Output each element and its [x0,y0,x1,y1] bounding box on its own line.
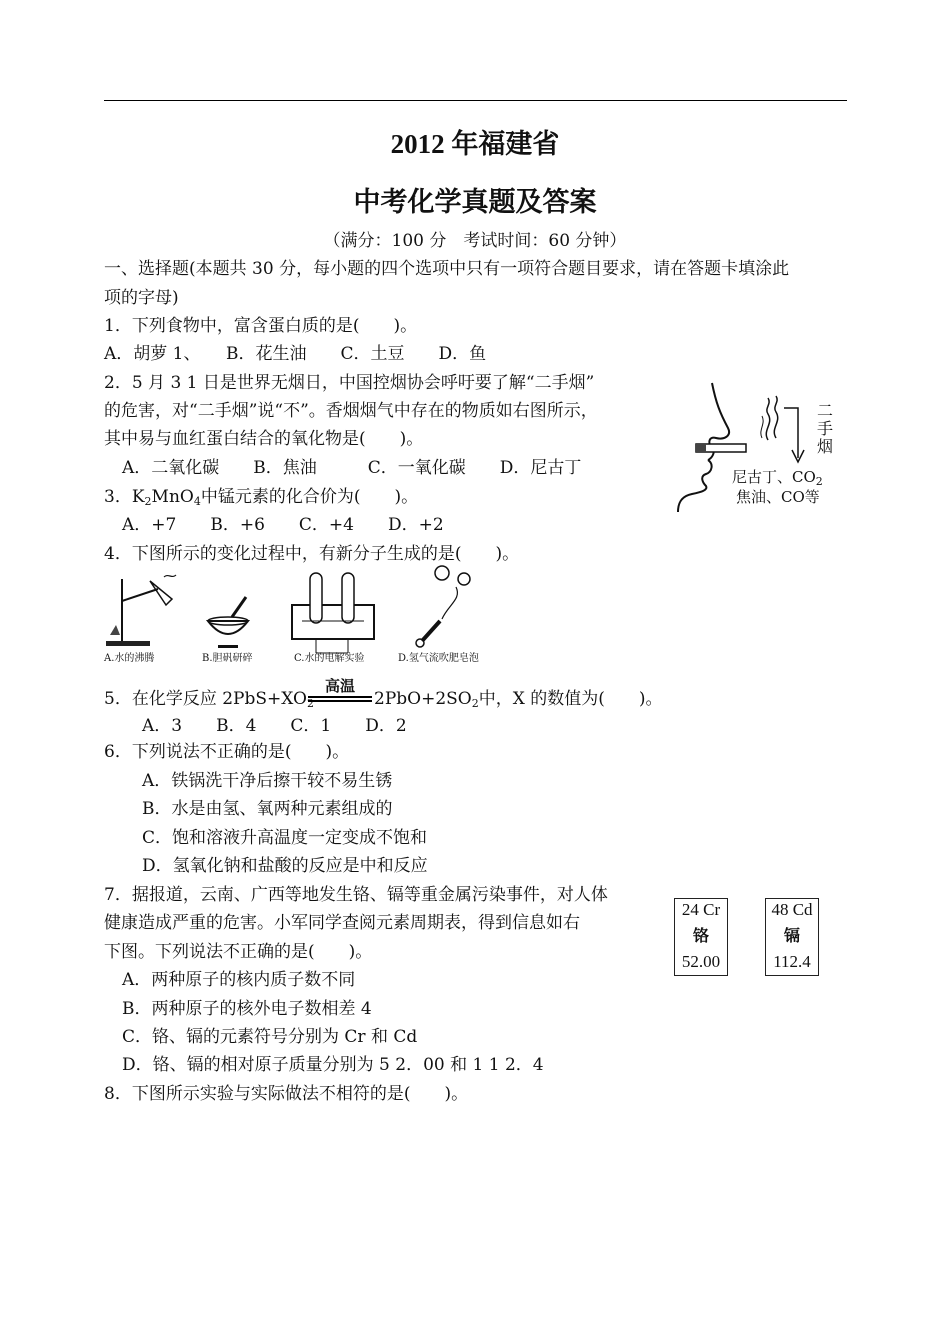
question-7-option-b: B．两种原子的核外电子数相差 4 [122,999,372,1019]
q4-label-b: B.胆矾研碎 [202,653,253,664]
element-card-chromium [674,898,728,976]
element-number-symbol: 24 Cr [681,900,721,919]
q3-sub2: 4 [193,495,201,508]
question-7-cont: 健康造成严重的危害。小军同学查阅元素周期表，得到信息如右 [104,913,580,933]
smoke-components-line2: 焦油、CO等 [736,488,820,506]
q4-label-c: C.水的电解实验 [294,653,365,664]
q5-part-c: 中，X 的数值为( )。 [478,689,663,709]
element-name: 镉 [783,926,800,945]
element-mass: 52.00 [681,952,721,971]
question-6-option-b: B．水是由氢、氧两种元素组成的 [142,799,393,819]
label-char-3: 烟 [817,437,834,456]
element-name: 铬 [692,926,709,945]
page-title: 2012 年福建省 [390,129,560,159]
condition-label: 高温 [324,677,355,695]
q4-label-a: A.水的沸腾 [104,653,155,664]
question-6: 6．下列说法不正确的是( )。 [104,742,350,762]
q5-part-b: 2PbO+2SO [374,689,472,709]
label-char-2: 手 [817,419,834,438]
co2-subscript: 2 [815,475,823,488]
question-6-option-a: A．铁锅洗干净后擦干较不易生锈 [142,771,393,791]
q3-part-c: 中锰元素的化合价为( )。 [200,487,419,507]
question-6-option-d: D．氢氧化钠和盐酸的反应是中和反应 [142,856,428,876]
question-7: 7．据报道，云南、广西等地发生铬、镉等重金属污染事件，对人体 [104,885,608,905]
question-5 [104,688,663,715]
question-2-cont: 的危害，对“二手烟”说“不”。香烟烟气中存在的物质如右图所示， [104,401,598,421]
question-2-options: A．二氧化碳 B．焦油 C．一氧化碳 D．尼古丁 [122,458,582,478]
reaction-condition [308,678,372,702]
element-card-cadmium [765,898,819,976]
question-7-option-a: A．两种原子的核内质子数不同 [122,970,356,990]
q3-part-b: MnO [151,487,194,507]
header-rule [104,100,847,101]
components-text: 尼古丁、CO [732,468,816,486]
question-7-option-c: C．铬、镉的元素符号分别为 Cr 和 Cd [122,1027,418,1047]
question-1: 1．下列食物中，富含蛋白质的是( )。 [104,316,418,336]
element-mass: 112.4 [773,952,811,971]
question-6-option-c: C．饱和溶液升高温度一定变成不饱和 [142,828,428,848]
question-7-cont2: 下图。下列说法不正确的是( )。 [104,942,373,962]
question-4: 4．下图所示的变化过程中，有新分子生成的是( )。 [104,544,520,564]
question-1-options: A．胡萝 1、 B．花生油 C．土豆 D．鱼 [104,344,487,364]
q5-sub2: 2 [471,697,479,710]
question-3-options: A．+7 B．+6 C．+4 D．+2 [122,515,444,535]
section-heading-cont: 项的字母) [104,288,179,308]
q5-part-a: 5．在化学反应 2PbS+XO [104,689,307,709]
question-5-options: A．3 B．4 C．1 D．2 [142,716,407,736]
label-char-1: 二 [817,401,834,420]
element-number-symbol: 48 Cd [771,900,813,919]
exam-info: （满分：100 分 考试时间：60 分钟） [323,231,627,251]
question-2: 2．5 月 3 1 日是世界无烟日，中国控烟协会呼吁要了解“二手烟” [104,373,595,393]
q4-label-d: D.氢气流吹肥皂泡 [398,653,479,664]
q3-sub1: 2 [144,495,152,508]
smoke-components-line1 [732,466,823,488]
question-2-cont2: 其中易与血红蛋白结合的氧化物是( )。 [104,429,424,449]
equals-line-1 [308,696,372,698]
question-7-option-d: D．铬、镉的相对原子质量分别为 5 2．00 和 1 1 2．4 [122,1055,544,1075]
secondhand-smoke-label [817,402,835,456]
q5-sub1: 2 [307,697,314,710]
q3-part-a: 3．K [104,487,145,507]
section-heading: 一、选择题(本题共 30 分，每小题的四个选项中只有一项符合题目要求，请在答题卡填涂此 [104,259,790,279]
question-8: 8．下图所示实验与实际做法不相符的是( )。 [104,1084,469,1104]
page-subtitle-title: 中考化学真题及答案 [353,187,597,217]
question-3 [104,486,418,513]
equals-line-2 [308,700,372,702]
smoking-figure [672,378,847,513]
q4-figures [102,565,502,665]
